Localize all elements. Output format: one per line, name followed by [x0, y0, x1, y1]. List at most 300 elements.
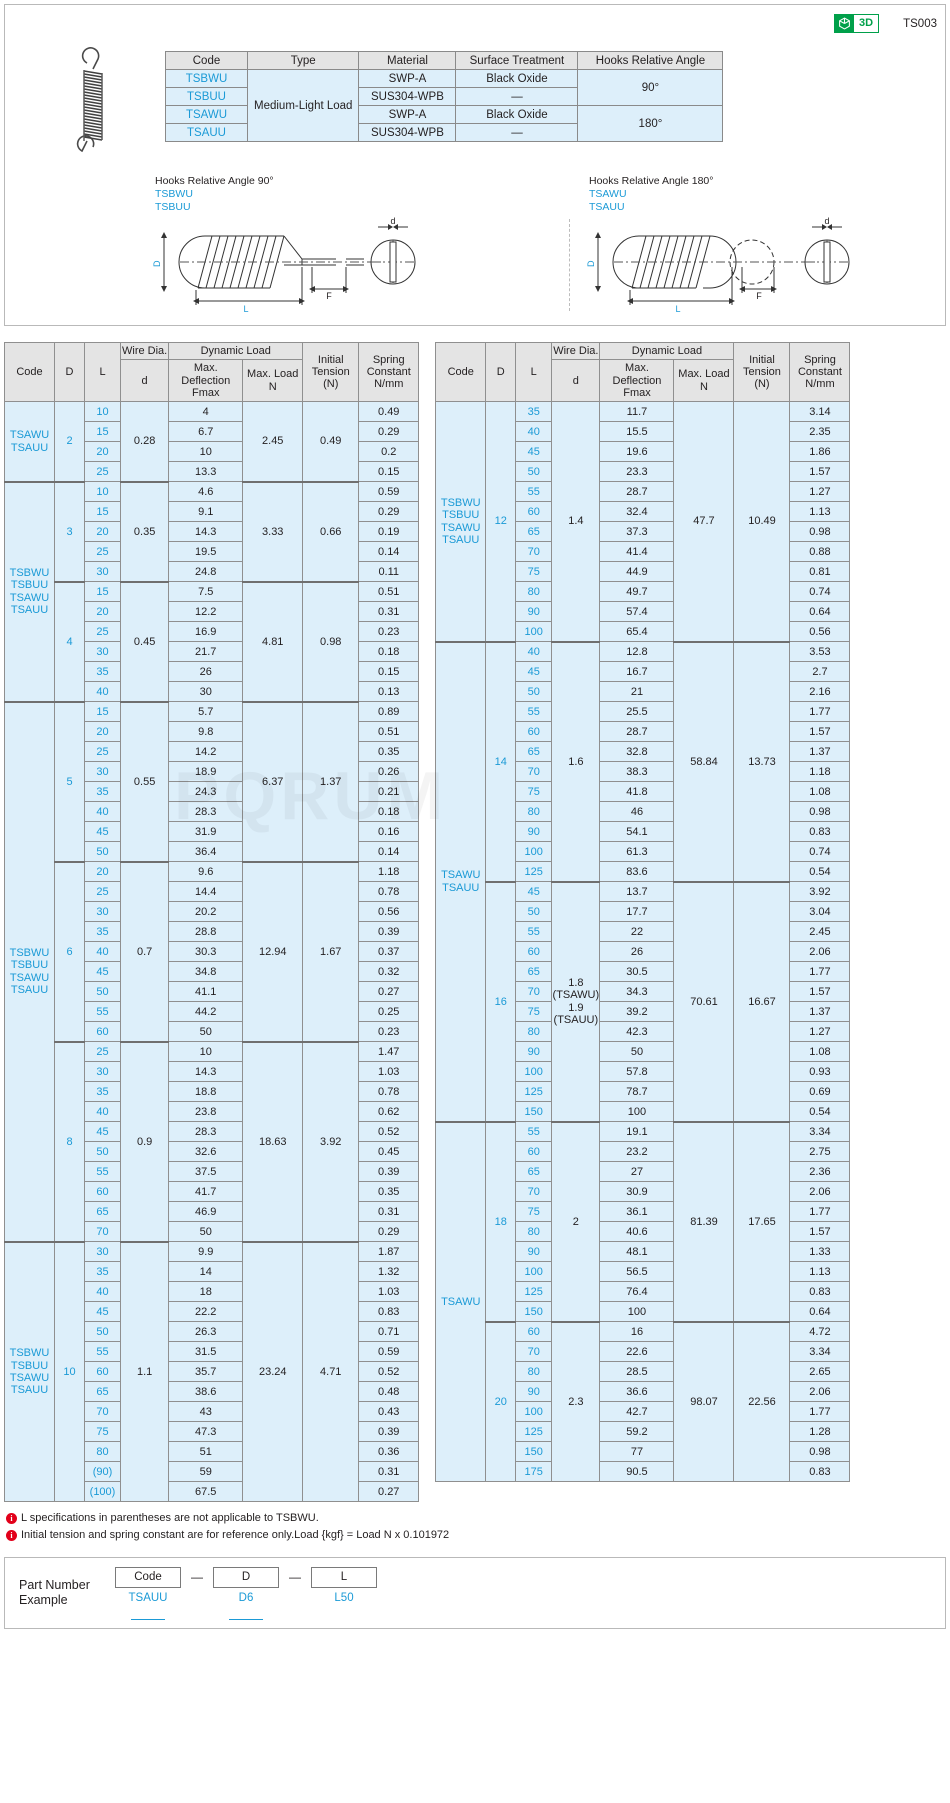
spec-fmax-cell: 21.7 [169, 642, 243, 662]
spec-spring-constant-cell: 0.13 [359, 682, 419, 702]
spec-l-cell: 60 [516, 942, 552, 962]
footnote-1 [6, 1510, 944, 1526]
product-overview-panel [4, 4, 946, 326]
3d-badge[interactable] [834, 14, 879, 33]
cube-icon [835, 15, 854, 32]
spec-spring-constant-cell: 3.34 [790, 1122, 850, 1142]
spec-l-cell: 80 [516, 1022, 552, 1042]
spec-fmax-cell: 31.5 [169, 1342, 243, 1362]
spec-row [5, 702, 419, 722]
spec-spring-constant-cell: 0.18 [359, 802, 419, 822]
part-number-box-l[interactable]: L [311, 1567, 377, 1588]
spec-max-load-cell: 47.7 [674, 402, 734, 642]
spec-fmax-cell: 100 [600, 1102, 674, 1122]
spec-spring-constant-cell: 3.14 [790, 402, 850, 422]
material-value: SUS304-WPB [359, 88, 456, 106]
part-number-box-d[interactable]: D [213, 1567, 279, 1588]
spec-spring-constant-cell: 0.14 [359, 842, 419, 862]
spec-fmax-cell: 38.3 [600, 762, 674, 782]
spec-fmax-cell: 36.6 [600, 1382, 674, 1402]
spec-header-max-deflection: Max. Deflection Fmax [169, 360, 243, 402]
svg-text:D: D [586, 260, 596, 267]
part-number-title-line2: Example [19, 1593, 68, 1608]
spec-l-cell: 125 [516, 1282, 552, 1302]
spec-fmax-cell: 46 [600, 802, 674, 822]
material-type-value: Medium-Light Load [248, 70, 359, 142]
spec-l-cell: 25 [85, 542, 121, 562]
spec-l-cell: 15 [85, 702, 121, 722]
footnote-2-text: Initial tension and spring constant are for reference only.Load {kgf} = Load N x 0.101972 [21, 1529, 450, 1542]
spec-fmax-cell: 65.4 [600, 622, 674, 642]
spec-d-cell: 12 [486, 402, 516, 642]
spec-l-cell: 60 [516, 502, 552, 522]
spec-l-cell: 75 [85, 1422, 121, 1442]
spring-product-image [63, 47, 123, 157]
spec-l-cell: 70 [516, 762, 552, 782]
material-code-tsbuu[interactable]: TSBUU [166, 88, 248, 106]
spec-fmax-cell: 77 [600, 1442, 674, 1462]
spec-fmax-cell: 28.3 [169, 1122, 243, 1142]
spec-spring-constant-cell: 0.39 [359, 1162, 419, 1182]
spec-fmax-cell: 32.6 [169, 1142, 243, 1162]
diagram-180-code-2: TSAUU [589, 201, 625, 213]
spec-row [436, 1122, 850, 1142]
spec-l-cell: 75 [516, 1002, 552, 1022]
document-code: TS003 [903, 17, 937, 30]
spec-max-load-cell: 81.39 [674, 1122, 734, 1322]
spec-l-cell: 70 [516, 542, 552, 562]
spec-wire-dia-cell: 0.9 [121, 1042, 169, 1242]
spec-l-cell: 10 [85, 482, 121, 502]
spec-l-cell: 100 [516, 1402, 552, 1422]
spec-spring-constant-cell: 1.27 [790, 482, 850, 502]
spec-spring-constant-cell: 0.15 [359, 662, 419, 682]
spec-spring-constant-cell: 3.34 [790, 1342, 850, 1362]
spec-code-cell: TSAWU TSAUU [436, 642, 486, 1122]
spec-fmax-cell: 24.3 [169, 782, 243, 802]
angle-value-90: 90° [578, 70, 723, 106]
spec-l-cell: 50 [85, 1322, 121, 1342]
spec-spring-constant-cell: 2.45 [790, 922, 850, 942]
spec-d-cell: 14 [486, 642, 516, 882]
spec-l-cell: 25 [85, 622, 121, 642]
spec-row [5, 482, 419, 502]
spec-fmax-cell: 10 [169, 442, 243, 462]
spec-spring-constant-cell: 0.88 [790, 542, 850, 562]
svg-text:d: d [390, 217, 396, 226]
spec-fmax-cell: 30 [169, 682, 243, 702]
spec-header-spring-constant: Spring Constant N/mm [790, 343, 850, 402]
spec-fmax-cell: 14.4 [169, 882, 243, 902]
spec-fmax-cell: 19.6 [600, 442, 674, 462]
spec-fmax-cell: 56.5 [600, 1262, 674, 1282]
part-number-chain [111, 1567, 381, 1620]
svg-text:D: D [152, 260, 162, 267]
spec-fmax-cell: 9.8 [169, 722, 243, 742]
spec-spring-constant-cell: 0.31 [359, 602, 419, 622]
spec-spring-constant-cell: 1.77 [790, 1202, 850, 1222]
spec-l-cell: 65 [516, 522, 552, 542]
spec-fmax-cell: 22.2 [169, 1302, 243, 1322]
spec-d-cell: 16 [486, 882, 516, 1122]
spec-fmax-cell: 41.4 [600, 542, 674, 562]
spec-l-cell: 35 [85, 922, 121, 942]
surface-value: — [456, 124, 578, 142]
spec-spring-constant-cell: 1.57 [790, 982, 850, 1002]
material-value: SUS304-WPB [359, 124, 456, 142]
spec-l-cell: 80 [516, 582, 552, 602]
spec-l-cell: 125 [516, 862, 552, 882]
surface-value: Black Oxide [456, 70, 578, 88]
spec-row [436, 402, 850, 422]
spec-fmax-cell: 22 [600, 922, 674, 942]
spec-fmax-cell: 50 [169, 1222, 243, 1242]
spec-code-cell: TSAWU [436, 1122, 486, 1482]
spec-header-d-wire: d [121, 360, 169, 402]
spec-l-cell: 55 [516, 702, 552, 722]
spec-fmax-cell: 18.8 [169, 1082, 243, 1102]
spec-fmax-cell: 31.9 [169, 822, 243, 842]
spec-fmax-cell: 6.7 [169, 422, 243, 442]
spec-initial-tension-cell: 17.65 [734, 1122, 790, 1322]
spec-spring-constant-cell: 0.27 [359, 982, 419, 1002]
spec-fmax-cell: 47.3 [169, 1422, 243, 1442]
spec-spring-constant-cell: 0.64 [790, 602, 850, 622]
spec-spring-constant-cell: 0.83 [359, 1302, 419, 1322]
spec-fmax-cell: 16.7 [600, 662, 674, 682]
spec-l-cell: 60 [85, 1362, 121, 1382]
spec-fmax-cell: 28.3 [169, 802, 243, 822]
spec-l-cell: 65 [85, 1382, 121, 1402]
spec-spring-constant-cell: 2.06 [790, 942, 850, 962]
spec-fmax-cell: 48.1 [600, 1242, 674, 1262]
spec-fmax-cell: 19.1 [600, 1122, 674, 1142]
diagram-90-code-2: TSBUU [155, 201, 191, 213]
spec-spring-constant-cell: 1.03 [359, 1282, 419, 1302]
spec-l-cell: 20 [85, 522, 121, 542]
spec-l-cell: 70 [85, 1402, 121, 1422]
spec-spring-constant-cell: 0.98 [790, 522, 850, 542]
spec-l-cell: 20 [85, 602, 121, 622]
spec-l-cell: 25 [85, 462, 121, 482]
spec-code-cell: TSBWU TSBUU TSAWU TSAUU [5, 1242, 55, 1502]
spec-l-cell: 60 [85, 1182, 121, 1202]
spec-l-cell: 100 [516, 842, 552, 862]
spec-fmax-cell: 57.8 [600, 1062, 674, 1082]
spec-initial-tension-cell: 22.56 [734, 1322, 790, 1482]
spec-l-cell: 70 [516, 1182, 552, 1202]
spec-fmax-cell: 23.2 [600, 1142, 674, 1162]
spec-spring-constant-cell: 0.98 [790, 802, 850, 822]
spec-fmax-cell: 15.5 [600, 422, 674, 442]
spec-spring-constant-cell: 0.54 [790, 1102, 850, 1122]
part-number-value-l: L50 [334, 1591, 354, 1604]
spec-fmax-cell: 21 [600, 682, 674, 702]
material-value: SWP-A [359, 70, 456, 88]
part-number-title-line1: Part Number [19, 1578, 90, 1593]
spec-header-dynamic-load: Dynamic Load [169, 343, 303, 360]
spec-initial-tension-cell: 0.66 [303, 482, 359, 582]
spec-wire-dia-cell: 0.45 [121, 582, 169, 702]
spec-fmax-cell: 14.3 [169, 1062, 243, 1082]
spec-spring-constant-cell: 0.18 [359, 642, 419, 662]
badge-row [834, 14, 937, 33]
spec-fmax-cell: 16 [600, 1322, 674, 1342]
part-number-value-d: D6 [238, 1591, 254, 1604]
spec-l-cell: 50 [85, 1142, 121, 1162]
spec-fmax-cell: 4 [169, 402, 243, 422]
part-number-item-l [307, 1567, 381, 1604]
spec-spring-constant-cell: 0.2 [359, 442, 419, 462]
material-code-tsbwu[interactable]: TSBWU [166, 70, 248, 88]
spec-spring-constant-cell: 0.51 [359, 582, 419, 602]
spec-spring-constant-cell: 0.37 [359, 942, 419, 962]
spec-initial-tension-cell: 3.92 [303, 1042, 359, 1242]
spec-fmax-cell: 41.7 [169, 1182, 243, 1202]
spec-max-load-cell: 2.45 [243, 402, 303, 482]
part-number-box-code[interactable]: Code [115, 1567, 181, 1588]
diagram-divider [569, 219, 570, 311]
spec-spring-constant-cell: 0.45 [359, 1142, 419, 1162]
spec-l-cell: 50 [516, 902, 552, 922]
material-header-angle: Hooks Relative Angle [578, 52, 723, 70]
spec-spring-constant-cell: 3.04 [790, 902, 850, 922]
spec-l-cell: 30 [85, 1242, 121, 1262]
spec-code-cell: TSBWU TSBUU TSAWU TSAUU [436, 402, 486, 642]
spec-header-wire-dia: Wire Dia. [552, 343, 600, 360]
spec-l-cell: 100 [516, 1262, 552, 1282]
spec-spring-constant-cell: 0.64 [790, 1302, 850, 1322]
spec-fmax-cell: 28.7 [600, 482, 674, 502]
spec-fmax-cell: 12.8 [600, 642, 674, 662]
spec-l-cell: 150 [516, 1302, 552, 1322]
spec-initial-tension-cell: 0.98 [303, 582, 359, 702]
spec-l-cell: 45 [85, 1302, 121, 1322]
spec-fmax-cell: 30.3 [169, 942, 243, 962]
spec-spring-constant-cell: 0.23 [359, 1022, 419, 1042]
spec-fmax-cell: 9.9 [169, 1242, 243, 1262]
spec-spring-constant-cell: 0.74 [790, 842, 850, 862]
spec-fmax-cell: 54.1 [600, 822, 674, 842]
spec-l-cell: 100 [516, 622, 552, 642]
spec-spring-constant-cell: 0.14 [359, 542, 419, 562]
spec-l-cell: 55 [516, 482, 552, 502]
spec-spring-constant-cell: 2.06 [790, 1182, 850, 1202]
spec-spring-constant-cell: 0.43 [359, 1402, 419, 1422]
spec-fmax-cell: 20.2 [169, 902, 243, 922]
spec-fmax-cell: 43 [169, 1402, 243, 1422]
spec-l-cell: 20 [85, 442, 121, 462]
spec-fmax-cell: 67.5 [169, 1482, 243, 1502]
spec-spring-constant-cell: 0.74 [790, 582, 850, 602]
spec-fmax-cell: 50 [169, 1022, 243, 1042]
spec-fmax-cell: 17.7 [600, 902, 674, 922]
spec-fmax-cell: 27 [600, 1162, 674, 1182]
spec-header-max-deflection: Max. Deflection Fmax [600, 360, 674, 402]
spec-max-load-cell: 58.84 [674, 642, 734, 882]
spec-fmax-cell: 78.7 [600, 1082, 674, 1102]
spec-l-cell: 25 [85, 1042, 121, 1062]
spec-initial-tension-cell: 1.67 [303, 862, 359, 1042]
spec-l-cell: 50 [516, 682, 552, 702]
spec-fmax-cell: 32.8 [600, 742, 674, 762]
spec-initial-tension-cell: 13.73 [734, 642, 790, 882]
spec-max-load-cell: 70.61 [674, 882, 734, 1122]
spec-spring-constant-cell: 1.13 [790, 1262, 850, 1282]
part-number-example-panel [4, 1557, 946, 1629]
spec-spring-constant-cell: 0.69 [790, 1082, 850, 1102]
spec-wire-dia-cell: 2.3 [552, 1322, 600, 1482]
spec-d-cell: 10 [55, 1242, 85, 1502]
spec-fmax-cell: 18.9 [169, 762, 243, 782]
3d-badge-label: 3D [859, 17, 874, 29]
spec-fmax-cell: 41.8 [600, 782, 674, 802]
spec-wire-dia-cell: 0.7 [121, 862, 169, 1042]
spec-l-cell: 80 [85, 1442, 121, 1462]
material-code-tsauu[interactable]: TSAUU [166, 124, 248, 142]
spec-fmax-cell: 49.7 [600, 582, 674, 602]
spec-l-cell: 175 [516, 1462, 552, 1482]
spec-initial-tension-cell: 16.67 [734, 882, 790, 1122]
spec-spring-constant-cell: 0.35 [359, 1182, 419, 1202]
spec-l-cell: 70 [516, 982, 552, 1002]
spec-l-cell: 125 [516, 1422, 552, 1442]
spec-spring-constant-cell: 0.19 [359, 522, 419, 542]
spec-spring-constant-cell: 1.87 [359, 1242, 419, 1262]
spec-row [436, 882, 850, 902]
spec-max-load-cell: 6.37 [243, 702, 303, 862]
spec-spring-constant-cell: 0.89 [359, 702, 419, 722]
spec-fmax-cell: 13.7 [600, 882, 674, 902]
spec-spring-constant-cell: 0.52 [359, 1122, 419, 1142]
spec-spring-constant-cell: 0.25 [359, 1002, 419, 1022]
spec-header-dynamic-load: Dynamic Load [600, 343, 734, 360]
info-icon: i [6, 1513, 17, 1524]
spec-l-cell: 150 [516, 1102, 552, 1122]
spec-fmax-cell: 32.4 [600, 502, 674, 522]
spec-spring-constant-cell: 1.28 [790, 1422, 850, 1442]
surface-value: — [456, 88, 578, 106]
spec-l-cell: 40 [85, 942, 121, 962]
spec-fmax-cell: 42.3 [600, 1022, 674, 1042]
spec-d-cell: 3 [55, 482, 85, 582]
spec-header-code: Code [5, 343, 55, 402]
spec-spring-constant-cell: 0.29 [359, 1222, 419, 1242]
spec-fmax-cell: 26 [169, 662, 243, 682]
spec-fmax-cell: 59.2 [600, 1422, 674, 1442]
spec-code-cell: TSBWU TSBUU TSAWU TSAUU [5, 702, 55, 1242]
spec-l-cell: 90 [516, 1242, 552, 1262]
spec-fmax-cell: 44.9 [600, 562, 674, 582]
spec-fmax-cell: 28.5 [600, 1362, 674, 1382]
spec-l-cell: 15 [85, 502, 121, 522]
spec-fmax-cell: 19.5 [169, 542, 243, 562]
spec-spring-constant-cell: 1.37 [790, 1002, 850, 1022]
spec-table-right [435, 342, 850, 1482]
spec-fmax-cell: 100 [600, 1302, 674, 1322]
footnote-1-text: L specifications in parentheses are not applicable to TSBWU. [21, 1512, 319, 1525]
spec-fmax-cell: 83.6 [600, 862, 674, 882]
spec-max-load-cell: 12.94 [243, 862, 303, 1042]
spec-spring-constant-cell: 4.72 [790, 1322, 850, 1342]
spec-fmax-cell: 36.1 [600, 1202, 674, 1222]
spec-fmax-cell: 18 [169, 1282, 243, 1302]
spec-l-cell: 35 [85, 1082, 121, 1102]
diagram-180deg [586, 175, 830, 312]
spec-max-load-cell: 3.33 [243, 482, 303, 582]
spec-l-cell: 15 [85, 422, 121, 442]
spec-code-cell: TSBWU TSBUU TSAWU TSAUU [5, 482, 55, 702]
spec-d-cell: 4 [55, 582, 85, 702]
spec-fmax-cell: 9.6 [169, 862, 243, 882]
spec-spring-constant-cell: 0.83 [790, 1282, 850, 1302]
spec-l-cell: 60 [516, 1322, 552, 1342]
spec-l-cell: 50 [85, 842, 121, 862]
spec-d-cell: 18 [486, 1122, 516, 1322]
spec-l-cell: (100) [85, 1482, 121, 1502]
spec-l-cell: 25 [85, 882, 121, 902]
spec-fmax-cell: 50 [600, 1042, 674, 1062]
spec-l-cell: 35 [85, 1262, 121, 1282]
spec-wire-dia-cell: 1.4 [552, 402, 600, 642]
spec-spring-constant-cell: 0.27 [359, 1482, 419, 1502]
spec-l-cell: 80 [516, 1222, 552, 1242]
spec-wire-dia-cell: 0.28 [121, 402, 169, 482]
spec-d-cell: 2 [55, 402, 85, 482]
svg-text:F: F [756, 291, 762, 301]
spec-header-l: L [85, 343, 121, 402]
spec-fmax-cell: 39.2 [600, 1002, 674, 1022]
spec-l-cell: 65 [516, 1162, 552, 1182]
spec-l-cell: 80 [516, 1362, 552, 1382]
material-code-tsawu[interactable]: TSAWU [166, 106, 248, 124]
spec-wire-dia-cell: 1.8 (TSAWU) 1.9 (TSAUU) [552, 882, 600, 1122]
spec-initial-tension-cell: 0.49 [303, 402, 359, 482]
spec-spring-constant-cell: 2.75 [790, 1142, 850, 1162]
diagram-90deg [152, 175, 396, 312]
spec-spring-constant-cell: 0.31 [359, 1202, 419, 1222]
spec-max-load-cell: 4.81 [243, 582, 303, 702]
spec-fmax-cell: 37.5 [169, 1162, 243, 1182]
spec-spring-constant-cell: 0.56 [790, 622, 850, 642]
spec-header-l: L [516, 343, 552, 402]
spec-l-cell: 30 [85, 1062, 121, 1082]
spec-header-max-load: Max. Load N [243, 360, 303, 402]
footnotes [6, 1510, 944, 1543]
spec-fmax-cell: 14.2 [169, 742, 243, 762]
spec-spring-constant-cell: 3.53 [790, 642, 850, 662]
spec-l-cell: 10 [85, 402, 121, 422]
spec-l-cell: 40 [85, 1102, 121, 1122]
spec-spring-constant-cell: 0.78 [359, 1082, 419, 1102]
spec-fmax-cell: 42.7 [600, 1402, 674, 1422]
material-table-row [166, 70, 723, 88]
part-number-value-code: TSAUU [128, 1591, 168, 1604]
spec-l-cell: 60 [516, 1142, 552, 1162]
spec-l-cell: 45 [516, 882, 552, 902]
spec-l-cell: 90 [516, 602, 552, 622]
spec-l-cell: 30 [85, 762, 121, 782]
spec-spring-constant-cell: 0.29 [359, 502, 419, 522]
spec-l-cell: 55 [85, 1342, 121, 1362]
spec-initial-tension-cell: 1.37 [303, 702, 359, 862]
spec-header-row-1 [5, 343, 419, 360]
spec-row [436, 1322, 850, 1342]
spec-spring-constant-cell: 2.36 [790, 1162, 850, 1182]
spec-spring-constant-cell: 1.13 [790, 502, 850, 522]
spec-row [5, 402, 419, 422]
spec-fmax-cell: 22.6 [600, 1342, 674, 1362]
